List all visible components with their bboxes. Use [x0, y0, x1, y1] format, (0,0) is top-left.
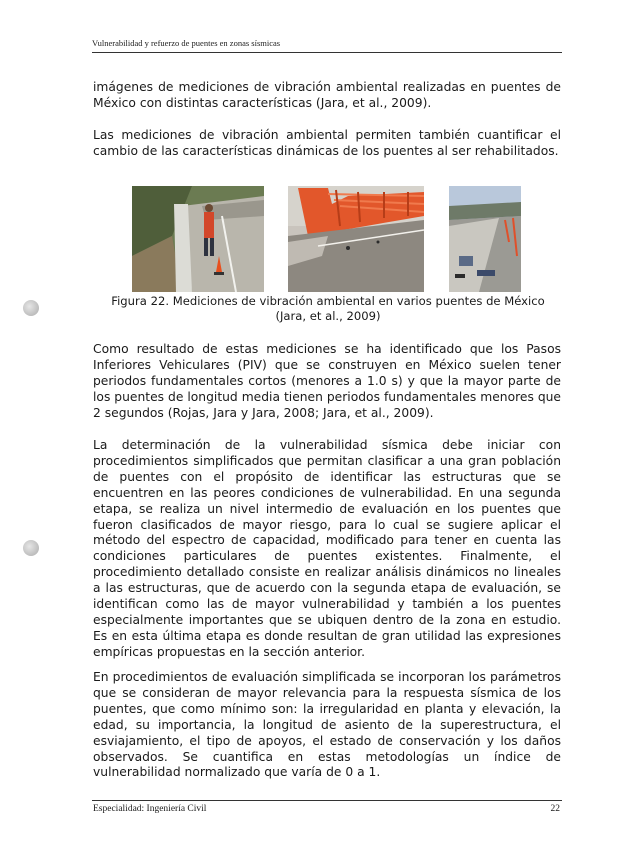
running-title: Vulnerabilidad y refuerzo de puentes en zonas sísmicas	[92, 38, 281, 48]
punch-hole-top	[23, 300, 39, 316]
figure-caption-line-1: Figura 22. Mediciones de vibración ambiental en varios puentes de México	[111, 294, 545, 308]
footer-specialty: Especialidad: Ingeniería Civil	[93, 804, 207, 814]
photo-orange-arch-bridge	[288, 186, 424, 292]
photo-highway-bridge	[449, 186, 521, 292]
paragraph-2: Las mediciones de vibración ambiental permiten también cuantificar el cambio de las características dinámicas de los puentes al ser rehabilitados.	[93, 128, 561, 158]
photo-bridge-deck-workers	[132, 186, 264, 292]
header-rule	[92, 52, 562, 53]
punch-hole-bottom	[23, 540, 39, 556]
figure-caption	[100, 294, 556, 325]
paragraph-5: En procedimientos de evaluación simplificada se incorporan los parámetros que se consideran de mayor relevancia para la respuesta sísmica de los puentes, que como mínimo son: la irregularidad en planta y elevación, la edad, su importancia, la longitud de asiento de la superestructura, el esviajamiento, el tipo de apoyos, el estado de conservación y los daños observados. Se cuantifica en estas metodologías un índice de vulnerabilidad normalizado que varía de 0 a 1.	[93, 670, 561, 780]
paragraph-4: La determinación de la vulnerabilidad sísmica debe iniciar con procedimientos simplificados que permitan clasificar a una gran población de puentes con el propósito de identificar las estructuras que se encuentren en las peores condiciones de vulnerabilidad. En una segunda etapa, se realiza un nivel intermedio de evaluación en los puentes que fueron clasificados de mayor riesgo, para lo cual se sugiere aplicar el método del espectro de capacidad, modificado para tener en cuenta las condiciones particulares de puentes existentes. Finalmente, el procedimiento detallado consiste en realizar análisis dinámicos no lineales a las estructuras, que de acuerdo con la segunda etapa de evaluación, se identifican como las de mayor vulnerabilidad y también a los puentes especialmente importantes que se ubiquen dentro de la zona en estudio. Es en esta última etapa es donde resultan de gran utilidad las expresiones empíricas propuestas en la sección anterior.	[93, 438, 561, 659]
paragraph-3: Como resultado de estas mediciones se ha identificado que los Pasos Inferiores Vehiculares (PIV) que se construyen en México suelen tener periodos fundamentales cortos (menores a 1.0 s) y que la mayor parte de los puentes de longitud media tienen periodos fundamentales menores que 2 segundos (Rojas, Jara y Jara, 2008; Jara, et al., 2009).	[93, 342, 561, 420]
footer-rule	[92, 800, 562, 801]
page-number: 22	[550, 804, 560, 814]
figure-caption-line-2: (Jara, et al., 2009)	[275, 309, 381, 324]
paragraph-1: imágenes de mediciones de vibración ambiental realizadas en puentes de México con distintas características (Jara, et al., 2009).	[93, 80, 561, 110]
